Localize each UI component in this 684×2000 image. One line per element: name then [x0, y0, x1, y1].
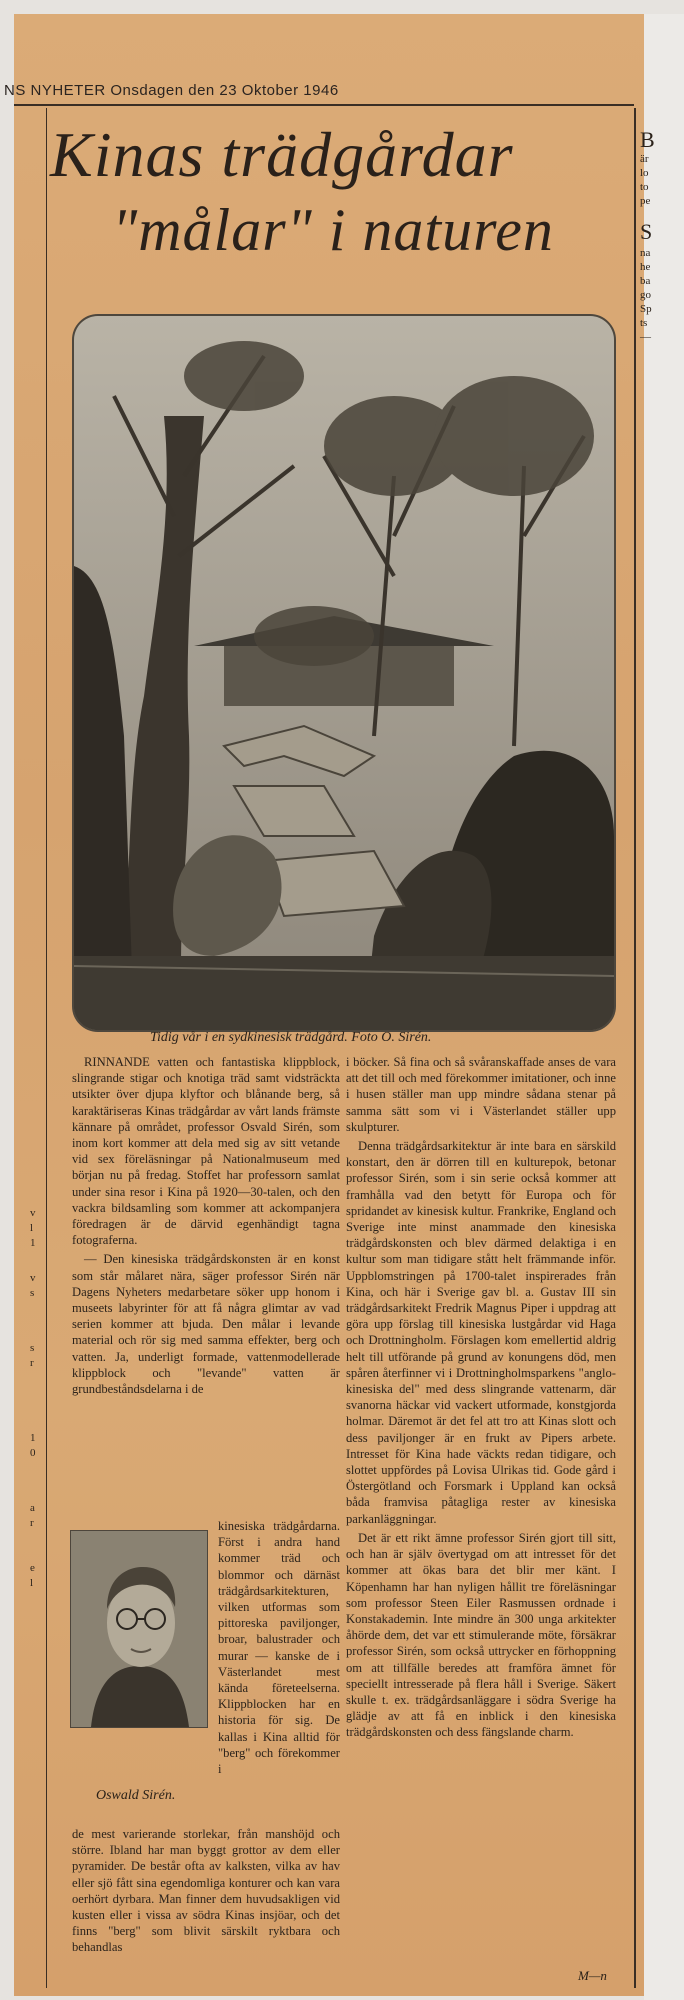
- right-column-rule: [634, 108, 636, 1988]
- portrait-caption: Oswald Sirén.: [96, 1788, 176, 1803]
- article-paragraph: — Den kinesiska trädgårdskonsten är en konst som står målaret nära, säger professor Sirén när Dagens Nyheters medarbetare söker upp honom i museets labyrinter för att få några glimtar av vad serien kommer att bjuda. Den målar i levande material och rör sig med samma effekter, berg och vatten. Ja, underligt formade, vattenmodellerade klippblock och "levande" vatten är grundbeståndsdelarna i de: [72, 1252, 340, 1397]
- article-paragraph: RINNANDE vatten och fantastiska klippblock, slingrande stigar och knotiga träd samt vidsträckta utsikter över djupa klyftor och blånande berg, så karaktäriseras Kinas trädgårdar av vårt lands främste kännare på området, professor Osvald Sirén, som inom kort kommer att dela med sig av sitt vetande vid sex föreläsningar på Nationalmuseum med början nu på fredag. Stoffet har professorn samlat under sina resor i Kina på 1920—30-talen, och den vackra bildsamling som kommer att ackompanjera föredragen är de därvid egenhändigt tagna fotograferna.: [72, 1055, 340, 1248]
- article-paragraph: Det är ett rikt ämne professor Sirén gjort till sitt, och han är själv övertygad om att intresset för det kommer att ökas bara det blir mer känt. I Köpenhamn har han nyligen hållit tre föreläsningar som professor Steen Eiler Rasmussen ordnade i Konstakademin. Inte mindre än 300 unga arkitekter åhörde dem, det var ett stimulerande möte, försäkrar professor Sirén, som också uttrycker en förhoppning om att tillfälle beredes att framföra ämnet för speciellt intresserade på flera håll i Sverige. Säkert skulle t. ex. trädgårdsanläggare i södra Sverige ha glädje av att få en inblick i den kinesiska trädgårdskonsten och dess fängslande charm.: [346, 1530, 616, 1740]
- author-signature: M—n: [578, 1968, 607, 1983]
- dateline: NS NYHETER Onsdagen den 23 Oktober 1946: [4, 82, 339, 99]
- garden-photo-illustration: [74, 316, 614, 1030]
- margin-fragments: v l 1 v s s r 1 0 a r e l: [30, 1207, 36, 1589]
- portrait-illustration: [71, 1531, 207, 1727]
- headline-line-1: Kinas trädgårdar: [50, 119, 514, 190]
- garden-photo: [72, 314, 616, 1032]
- article-column-left-bottom: de mest varierande storlekar, från manshöjd och större. Ibland har man byggt grottor av dem eller pyramider. De består ofta av kalksten, vilka av hav eller sjö fått sina egendomliga konturer och kan vara oerhört dyrbara. Man finner dem huvudsakligen vid kusten eller i vissa av södra Kinas insjöar, och det finns "berg" som blivit särskilt ryktbara och behandlas: [72, 1827, 340, 1955]
- article-paragraph: i böcker. Så fina och så svåranskaffade anses de vara att det till och med förekommer imitationer, och inne i husen ställer man upp mindre sådana stenar på samma sätt som vi i Västerlandet ställer upp skulpturer.: [346, 1055, 616, 1134]
- left-column-rule: [46, 108, 47, 1988]
- dateline-rule: [14, 104, 634, 106]
- photo-caption: Tidig vår i en sydkinesisk trädgård. Foto O. Sirén.: [150, 1030, 432, 1045]
- headline-line-2: "målar" i naturen: [112, 197, 554, 263]
- sidebar-fragments: B är lo to pe S na he ba go Sp ts —: [640, 127, 655, 343]
- article-column-right: [346, 1054, 616, 1744]
- portrait-photo: [70, 1530, 208, 1728]
- article-column-left-wrap: kinesiska trädgårdarna. Först i andra hand kommer träd och blommor och därnäst trädgårdsarkitekturen, vilken utformas som pittoreska paviljonger, broar, balustrader och murar — kanske de i Västerlandet mest kända företeelserna. Klippblocken har en historia för sig. De kallas i Kina alltid för "berg" och förekommer i: [218, 1519, 340, 1777]
- article-paragraph: Denna trädgårdsarkitektur är inte bara en särskild konstart, den är dörren till en kulturepok, betonar professor Sirén, som i sin serie också kommer att framhålla vad den betytt för Europa och för spridandet av kinesisk kultur. Frankrike, England och Sverige inte minst anammade den kinesiska trädgårdskonsten och blev därmed delaktiga i en kultur som man tidigare stått helt främmande inför. Uppblomstringen på 1700-talet inspirerades från Kina, och här i Sverige gav bl. a. Gustav III sin trädgårdsarkitekt Fredrik Magnus Piper i uppdrag att göra upp förslag till kinesiska lustgårdar vid Haga och Drottningholm. Förslagen kom emellertid aldrig helt till utförande på grund av konungens död, men spåren återfinner vi i Drottningholmsparkens "anglo-kinesiska del" med dess slingrande vattenarm, där svanorna häckar vid vackert utformade, konstgjorda holmar. Däremot är det fel att tro att Kinas slott och dess paviljonger är en frukt av Pipers arbete. Intresset för Kina hade väckts redan tidigare, och slottet uppfördes på Lovisa Ulrikas tid. Gode gård i Östergötland och Forsmark i Uppland kan också båda framvisa påtagliga rester av kinesiska parkanläggningar.: [346, 1139, 616, 1526]
- article-column-left: [72, 1054, 340, 1400]
